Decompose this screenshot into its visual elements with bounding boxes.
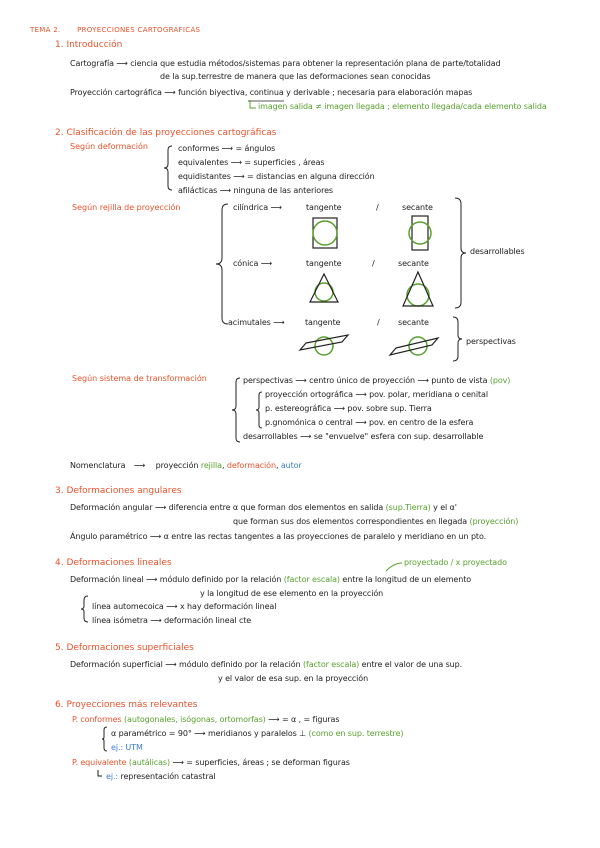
section-2-heading: 2. Clasificación de las proyecciones cartográficas [55,128,277,138]
equivalente-ejemplo-label: ej.: [106,772,118,781]
def-superficial-text-b: entre el valor de una sup. [361,660,463,669]
equivalente-ejemplo [106,771,216,782]
segun-rejilla-label: Según rejilla de proyección [72,203,181,212]
def-superficial-line-2: y el valor de esa sup. en la proyección [218,674,369,683]
biyectiva-word: biyectiva [209,88,245,97]
def-angular-llegada: (proyección) [469,517,519,526]
sistema-item-1: p. estereográfica ⟶ pov. sobre sup. Tierra [265,404,432,413]
sistema-perspectivas-text: perspectivas ⟶ centro único de proyección ⟶ punto de vista [243,376,488,385]
def-superficial-term: Deformación superficial [70,660,163,669]
desarrollables-label: desarrollables [470,247,525,256]
equivalente-line [72,757,350,768]
def-lineal-line-1: Deformación lineal ⟶ módulo definido por la relación (factor escala) entre la longitud de un elemento [70,575,472,584]
conformes-result: ⟶ = α , = figuras [268,715,340,724]
conformes-label: P. conformes [72,715,122,724]
cilindrica-tangente: tangente [306,203,342,212]
nomenclatura-rejilla: rejilla [200,461,222,470]
proyeccion-text-b: , continua y derivable ; necesaria para elaboración mapas [244,88,473,97]
proyeccion-term: Proyección cartográfica [70,88,162,97]
def-angular-text-2: que forman sus dos elementos correspondientes en llegada [233,517,468,526]
cartografia-line-1: Cartografía ⟶ ciencia que estudia métodos/sistemas para obtener la representación plana de parte/totalidad [70,59,501,68]
acimutales-label: acimutales [228,318,271,327]
def-lineal-text-a: módulo definido por la relación [159,575,282,584]
def-superficial-line-1: Deformación superficial ⟶ módulo definido por la relación (factor escala) entre el valor de una sup. [70,660,463,669]
cartografia-term: Cartografía [70,59,114,68]
angulo-parametrico-text: α entre las rectas tangentes a las proyecciones de paralelo y meridiano en un pto. [163,532,487,541]
segun-deformacion-label: Según deformación [70,142,148,151]
equivalente-label: P. equivalente [72,758,127,767]
def-item-2: equidistantes ⟶ = distancias en alguna dirección [178,172,375,181]
brace-rejilla [216,204,228,324]
def-angular-line-1: Deformación angular ⟶ diferencia entre α que forman dos elementos en salida (sup.Tierra) y el α' [70,503,457,512]
def-item-0: conformes ⟶ = ángulos [178,144,276,153]
def-lineal-text-b: entre la longitud de un elemento [342,575,472,584]
perspectivas-label: perspectivas [466,337,516,346]
conica-tangente: tangente [306,259,342,268]
title-text: PROYECCIONES CARTOGRÁFICAS [77,26,201,34]
conica-secante: secante [398,259,429,268]
section-5-heading: 5. Deformaciones superficiales [55,643,194,653]
diagram-cilindrica-secante [409,216,431,250]
acimutales-slash: / [377,318,380,327]
proyeccion-note: imagen salida ≠ imagen llegada ; elemento llegada/cada elemento salida [258,102,547,111]
def-item-3: afilácticas ⟶ ninguna de las anteriores [178,186,333,195]
acimutales-secante: secante [398,318,429,327]
conformes-angulo [111,728,403,739]
conica-label: cónica [233,259,259,268]
page-title [30,26,200,34]
acimutales-tangente: tangente [305,318,341,327]
corner-equivalente [98,770,102,776]
nomenclatura-sep-2: , [275,461,279,470]
nomenclatura-term: Nomenclatura [70,461,126,470]
diagram-acimutal-secante [390,337,438,355]
equivalente-result: ⟶ = superficies, áreas ; se deforman figuras [172,758,350,767]
def-superficial-text-a: módulo definido por la relación [179,660,301,669]
diagram-conica-secante [403,272,433,306]
angulo-parametrico-term: Ángulo paramétrico [70,532,148,541]
proyeccion-text-a: función [178,88,207,97]
def-angular-end: y el α' [433,503,457,512]
rejilla-row-conica: cónica ⟶ [233,259,273,268]
def-angular-term: Deformación angular [70,503,153,512]
proyeccion-line: Proyección cartográfica ⟶ función biyectiva, continua y derivable ; necesaria para elaboración mapas [70,88,473,97]
cartografia-line-2: de la sup.terrestre de manera que las deformaciones sean conocidas [160,72,431,81]
brace-lineas [81,596,88,622]
nomenclatura-deformacion: deformación [226,461,276,470]
sistema-perspectivas [243,375,510,386]
lineal-note: proyectado / x proyectado [404,558,507,567]
cilindrica-secante: secante [402,203,433,212]
nomenclatura-line: Nomenclatura ⟶ proyección rejilla, deformación, autor [70,461,302,470]
section-4-heading: 4. Deformaciones lineales [55,558,172,568]
sistema-desarrollables: desarrollables ⟶ se "envuelve" esfera con sup. desarrollable [243,432,484,441]
linea-item-1: línea isómetra ⟶ deformación lineal cte [92,616,252,625]
equivalente-ejemplo-text: representación catastral [120,772,216,781]
title-number: TEMA 2. [30,26,61,34]
conformes-ejemplo: ej.: UTM [111,743,143,752]
conformes-angulo-note: (como en sup. terrestre) [308,729,404,738]
conformes-synonyms: (autogonales, isógonas, ortomorfas) [124,715,266,724]
rejilla-row-acimutales: acimutales ⟶ [228,318,285,327]
sistema-item-2: p.gnomónica o central ⟶ pov. en centro de la esfera [265,418,474,427]
section-1-heading: 1. Introducción [55,40,123,50]
cilindrica-slash: / [376,203,379,212]
brace-deformacion [164,146,172,190]
diagram-cilindrica-tangente [313,218,337,248]
lineal-note-arrow [386,563,402,571]
brace-conformes [102,727,107,751]
cartografia-text-1: ciencia que estudia métodos/sistemas para obtener la representación plana de parte/totalidad [130,59,501,68]
def-lineal-term: Deformación lineal [70,575,144,584]
rejilla-row-cilindrica: cilíndrica ⟶ [233,203,282,212]
brace-sistema [232,378,240,442]
diagram-acimutal-tangente [300,335,348,355]
linea-item-0: línea automecoica ⟶ x hay deformación lineal [92,602,277,611]
nomenclatura-autor: autor [280,461,302,470]
def-angular-line-2 [233,516,518,527]
bracket-perspectivas [453,317,462,361]
sistema-item-0: proyección ortográfica ⟶ pov. polar, meridiana o cenital [265,390,488,399]
conformes-line [72,714,339,725]
conformes-angulo-text: α paramétrico = 90° ⟶ meridianos y paralelos ⊥ [111,729,307,738]
def-lineal-factor: (factor escala) [283,575,340,584]
angulo-parametrico-line: Ángulo paramétrico ⟶ α entre las rectas tangentes a las proyecciones de paralelo y meridiano en un pto. [70,532,487,541]
brace-sistema-inner [256,392,262,428]
def-angular-salida: (sup.Tierra) [385,503,431,512]
conica-slash: / [372,259,375,268]
diagram-conica-tangente [310,274,338,302]
nomenclatura-sep-1: , [221,461,225,470]
cilindrica-label: cilíndrica [233,203,269,212]
sistema-pov: (pov) [489,376,511,385]
section-6-heading: 6. Proyecciones más relevantes [55,700,198,710]
def-superficial-factor: (factor escala) [302,660,360,669]
nomenclatura-base: proyección [155,461,199,470]
def-lineal-line-2: y la longitud de ese elemento en la proyección [200,589,384,598]
equivalente-synonyms: (autálicas) [128,758,170,767]
bracket-desarrollables [455,198,466,308]
def-item-1: equivalentes ⟶ = superficies , áreas [178,158,325,167]
segun-sistema-label: Según sistema de transformación [72,374,207,383]
section-3-heading: 3. Deformaciones angulares [55,486,182,496]
def-angular-text-1: diferencia entre α que forman dos elementos en salida [168,503,384,512]
